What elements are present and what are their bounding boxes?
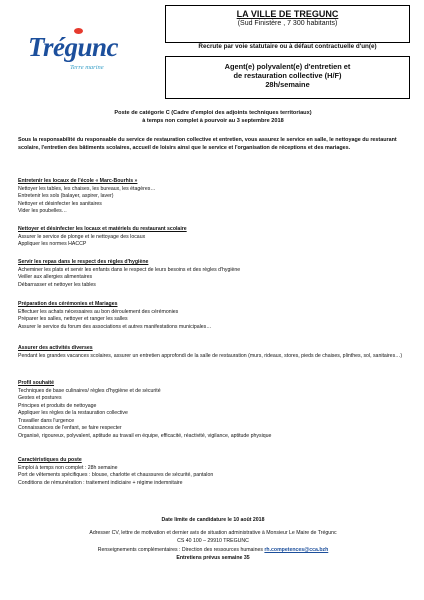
deadline: Date limite de candidature le 10 août 2018 <box>161 517 265 523</box>
section-line: Appliquer les normes HACCP <box>18 241 87 247</box>
post-category-line-2: à temps non complet à pourvoir au 3 septembre 2018 <box>142 118 284 124</box>
section-entretenir <box>18 178 408 216</box>
interviews: Entretiens prévus semaine 35 <box>176 554 250 561</box>
post-category <box>30 109 396 125</box>
section-line: Nettoyer les tables, les chaises, les bureaux, les étagères… <box>18 185 156 192</box>
section-line: Veiller aux allergies alimentaires <box>18 274 93 280</box>
section-line: Assurer le service de plonge et le nettoyage des locaux <box>18 233 146 240</box>
section-line: Conditions de rémunération : traitement indiciaire + régime indemnitaire <box>18 479 183 486</box>
section-line: Port de vêtements spécifiques : blouse, charlotte et chaussures de sécurité, pantalon <box>18 472 214 478</box>
section-title: Assurer des activités diverses <box>18 345 93 351</box>
employer-box <box>165 5 410 43</box>
employer-subtitle: (Sud Finistère , 7 300 habitants) <box>237 20 338 27</box>
section-line: Appliquer les règles de la restauration collective <box>18 410 128 416</box>
logo-word: Trégunc <box>28 32 118 62</box>
postal-address: CS 40 100 – 29910 TREGUNC <box>177 538 249 545</box>
info-line <box>20 546 406 554</box>
lead-paragraph: Sous la responsabilité du responsable du service de restauration collective et entretien, vous assurez le service en salle, le nettoyage du restaurant scolaire, l'entretien des bâtiments scolaires, accueil de loisirs ainsi que le service et l'organisation de réceptions et des mariages. <box>18 137 397 151</box>
position-box <box>165 56 410 99</box>
section-title: Caractéristiques du poste <box>18 457 82 463</box>
application-footer <box>20 516 406 562</box>
post-category-line-1: Poste de catégorie C (Cadre d'emploi des adjoints techniques territoriaux) <box>114 110 312 116</box>
section-line: Organisé, rigoureux, polyvalent, aptitude au travail en équipe, efficacité, réactivité, vigilance, aptitude physique <box>18 432 272 439</box>
employer-title: LA VILLE DE TREGUNC <box>236 9 339 19</box>
section-line: Nettoyer et désinfecter les sanitaires <box>18 200 102 207</box>
section-line: Pendant les grandes vacances scolaires, assurer un entretien approfondi de la salle de restauration (murs, rideaux, stores, pieds de chaises, plinthes, sol, sanitaires…) <box>18 352 403 359</box>
section-title: Entretenir les locaux de l'école « Marc-Bourhis » <box>18 178 138 184</box>
apply-instructions: Adresser CV, lettre de motivation et dernier avis de situation administrative à Monsieur Le Maire de Trégunc <box>89 530 337 537</box>
section-title: Servir les repas dans le respect des règles d'hygiène <box>18 259 149 265</box>
section-title: Nettoyer et désinfecter les locaux et matériels du restaurant scolaire <box>18 226 187 232</box>
tregunc-logo <box>28 30 118 78</box>
section-line: Assurer le service du forum des associations et autres manifestations municipales… <box>18 323 212 330</box>
section-line: Connaissances de l'enfant, se faire respecter <box>18 425 122 431</box>
section-line: Emploi à temps non complet : 28h semaine <box>18 464 118 471</box>
section-line: Gestes et postures <box>18 395 62 401</box>
section-profil <box>18 380 408 440</box>
section-line: Débarrasser et nettoyer les tables <box>18 281 96 288</box>
section-line: Vider les poubelles… <box>18 208 67 214</box>
section-line: Principes et produits de nettoyage <box>18 402 97 409</box>
logo-tagline: Terre marine <box>70 64 104 71</box>
section-line: Effectuer les achats nécessaires au bon déroulement des cérémonies <box>18 308 179 315</box>
section-title: Profil souhaité <box>18 380 55 386</box>
info-text: Renseignements complémentaires : Direction des ressources humaines <box>97 546 263 553</box>
section-line: Acheminer les plats et servir les enfants dans le respect de leurs besoins et des règles d'hygiène <box>18 266 241 273</box>
position-line-1: Agent(e) polyvalent(e) d'entretien et <box>224 62 351 71</box>
section-line: Travailler dans l'urgence <box>18 417 75 424</box>
section-servir <box>18 259 408 289</box>
section-line: Techniques de base culinaires/ règles d'hygiène et de sécurité <box>18 387 161 394</box>
section-line: Entretenir les sols (balayer, aspirer, laver) <box>18 193 114 199</box>
section-line: Préparer les salles, nettoyer et ranger les salles <box>18 316 128 322</box>
section-title: Préparation des cérémonies et Mariages <box>18 301 118 307</box>
section-caracteristiques <box>18 457 408 487</box>
section-nettoyer <box>18 226 408 249</box>
section-ceremonies <box>18 301 408 331</box>
section-activites <box>18 345 408 360</box>
hr-email-link[interactable]: rh.competences@cca.bzh <box>264 546 329 553</box>
position-line-3: 28h/semaine <box>265 80 310 89</box>
position-line-2: de restauration collective (H/F) <box>233 71 342 80</box>
recruitment-line: Recrute par voie statutaire ou à défaut contractuelle d'un(e) <box>198 43 377 50</box>
